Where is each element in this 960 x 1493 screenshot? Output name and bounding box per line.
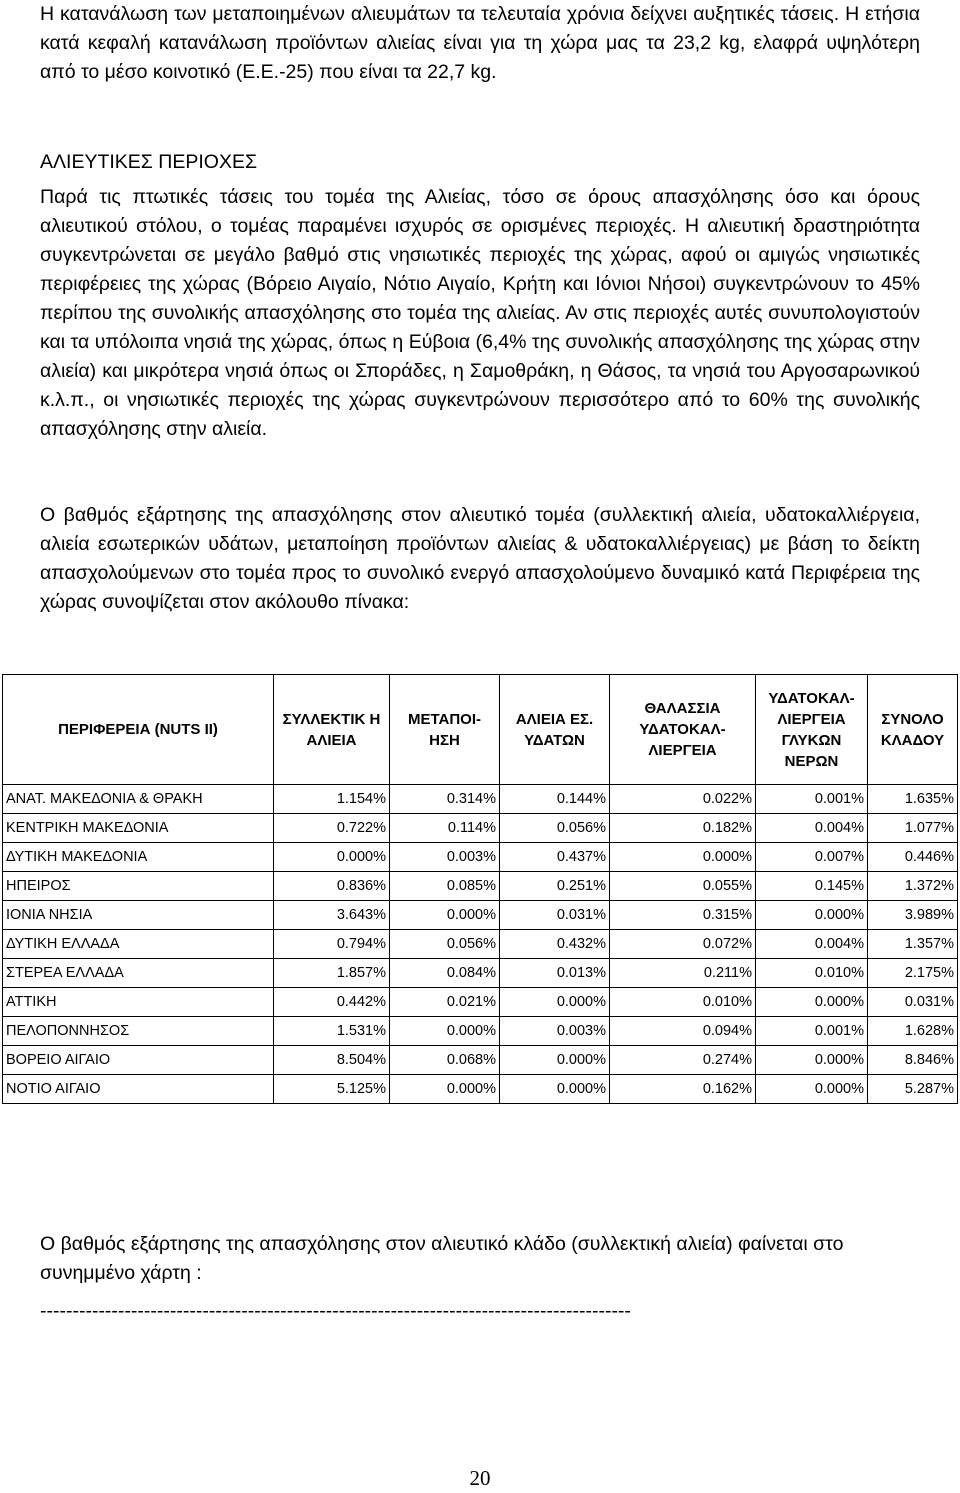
- value-cell: 0.162%: [610, 1075, 756, 1104]
- table-row: [3, 901, 958, 930]
- table-row: [3, 785, 958, 814]
- value-cell: 0.432%: [500, 930, 610, 959]
- value-cell: 0.000%: [274, 843, 390, 872]
- value-cell: 0.021%: [390, 988, 500, 1017]
- header-marine-aquaculture: ΘΑΛΑΣΣΙΑ ΥΔΑΤΟΚΑΛ- ΛΙΕΡΓΕΙΑ: [610, 675, 756, 785]
- value-cell: 0.031%: [868, 988, 958, 1017]
- value-cell: 3.643%: [274, 901, 390, 930]
- table-row: [3, 872, 958, 901]
- header-freshwater-aquaculture: ΥΔΑΤΟΚΑΛ- ΛΙΕΡΓΕΙΑ ΓΛΥΚΩΝ ΝΕΡΩΝ: [756, 675, 868, 785]
- value-cell: 0.274%: [610, 1046, 756, 1075]
- value-cell: 0.000%: [500, 1075, 610, 1104]
- value-cell: 0.144%: [500, 785, 610, 814]
- value-cell: 0.836%: [274, 872, 390, 901]
- table-row: [3, 1017, 958, 1046]
- region-cell: ΣΤΕΡΕΑ ΕΛΛΑΔΑ: [3, 959, 274, 988]
- header-capture-fishing: ΣΥΛΛΕΚΤΙΚ Η ΑΛΙΕΙΑ: [274, 675, 390, 785]
- employment-dependency-table: [2, 674, 958, 1104]
- map-intro-paragraph: Ο βαθμός εξάρτησης της απασχόλησης στον αλιευτικό κλάδο (συλλεκτική αλιεία) φαίνεται στο συνημμένο χάρτη :: [40, 1233, 844, 1284]
- value-cell: 0.000%: [610, 843, 756, 872]
- value-cell: 0.315%: [610, 901, 756, 930]
- section-heading: ΑΛΙΕΥΤΙΚΕΣ ΠΕΡΙΟΧΕΣ: [40, 151, 258, 173]
- region-cell: ΑΝΑΤ. ΜΑΚΕΔΟΝΙΑ & ΘΡΑΚΗ: [3, 785, 274, 814]
- value-cell: 0.056%: [500, 814, 610, 843]
- value-cell: 0.056%: [390, 930, 500, 959]
- value-cell: 0.442%: [274, 988, 390, 1017]
- value-cell: 0.000%: [756, 988, 868, 1017]
- value-cell: 0.000%: [756, 1075, 868, 1104]
- value-cell: 0.794%: [274, 930, 390, 959]
- value-cell: 0.010%: [610, 988, 756, 1017]
- value-cell: 5.125%: [274, 1075, 390, 1104]
- value-cell: 0.145%: [756, 872, 868, 901]
- region-cell: ΙΟΝΙΑ ΝΗΣΙΑ: [3, 901, 274, 930]
- value-cell: 2.175%: [868, 959, 958, 988]
- region-cell: ΔΥΤΙΚΗ ΜΑΚΕΔΟΝΙΑ: [3, 843, 274, 872]
- table-row: [3, 959, 958, 988]
- value-cell: 0.114%: [390, 814, 500, 843]
- value-cell: 0.001%: [756, 785, 868, 814]
- value-cell: 1.628%: [868, 1017, 958, 1046]
- region-cell: ΔΥΤΙΚΗ ΕΛΛΑΔΑ: [3, 930, 274, 959]
- value-cell: 0.094%: [610, 1017, 756, 1046]
- value-cell: 0.003%: [390, 843, 500, 872]
- header-inland-fishing: ΑΛΙΕΙΑ ΕΣ. ΥΔΑΤΩΝ: [500, 675, 610, 785]
- value-cell: 0.055%: [610, 872, 756, 901]
- value-cell: 1.635%: [868, 785, 958, 814]
- value-cell: 8.846%: [868, 1046, 958, 1075]
- region-cell: ΗΠΕΙΡΟΣ: [3, 872, 274, 901]
- value-cell: 1.077%: [868, 814, 958, 843]
- value-cell: 0.446%: [868, 843, 958, 872]
- value-cell: 0.251%: [500, 872, 610, 901]
- value-cell: 0.004%: [756, 814, 868, 843]
- header-processing: ΜΕΤΑΠΟΙ- ΗΣΗ: [390, 675, 500, 785]
- section-paragraph: Παρά τις πτωτικές τάσεις του τομέα της Αλιείας, τόσο σε όρους απασχόλησης όσο και όρους αλιευτικού στόλου, ο τομέας παραμένει ισχυρός σε ορισμένες περιοχές. Η αλιευτική δραστηριότητα συγκεντρώνεται σε μεγάλο βαθμό στις νησιωτικές περιοχές της χώρας, αφού οι αμιγώς νησιωτικές περιφέρειες της χώρας (Βόρειο Αιγαίο, Νότιο Αιγαίο, Κρήτη και Ιόνιοι Νήσοι) συγκεντρώνουν το 45% περίπου της συνολικής απασχόλησης στο τομέα της αλιείας. Αν στις περιοχές αυτές συνυπολογιστούν και τα υπόλοιπα νησιά της χώρας, όπως η Εύβοια (6,4% της συνολικής απασχόλησης της χώρας στην αλιεία) και μικρότερα νησιά όπως οι Σποράδες, η Σαμοθράκη, η Θάσος, τα νησιά του Αργοσαρωνικού κ.λ.π., οι νησιωτικές περιοχές της χώρας συγκεντρώνουν περισσότερο από το 60% της συνολικής απασχόλησης στην αλιεία.: [40, 186, 920, 440]
- region-cell: ΑΤΤΙΚΗ: [3, 988, 274, 1017]
- region-cell: ΠΕΛΟΠΟΝΝΗΣΟΣ: [3, 1017, 274, 1046]
- value-cell: 0.182%: [610, 814, 756, 843]
- value-cell: 0.031%: [500, 901, 610, 930]
- value-cell: 1.857%: [274, 959, 390, 988]
- value-cell: 0.010%: [756, 959, 868, 988]
- value-cell: 0.000%: [500, 988, 610, 1017]
- value-cell: 0.068%: [390, 1046, 500, 1075]
- value-cell: 0.000%: [390, 901, 500, 930]
- value-cell: 0.085%: [390, 872, 500, 901]
- value-cell: 0.084%: [390, 959, 500, 988]
- value-cell: 1.154%: [274, 785, 390, 814]
- page-number: 20: [469, 1466, 491, 1490]
- value-cell: 0.000%: [390, 1017, 500, 1046]
- value-cell: 0.004%: [756, 930, 868, 959]
- table-header-row: [3, 675, 958, 785]
- value-cell: 0.000%: [500, 1046, 610, 1075]
- value-cell: 0.000%: [756, 901, 868, 930]
- header-region: ΠΕΡΙΦΕΡΕΙΑ (NUTS II): [3, 675, 274, 785]
- value-cell: 1.357%: [868, 930, 958, 959]
- table-intro-paragraph: Ο βαθμός εξάρτησης της απασχόλησης στον αλιευτικό τομέα (συλλεκτική αλιεία, υδατοκαλλιέργεια, αλιεία εσωτερικών υδάτων, μεταποίηση προϊόντων αλιείας & υδατοκαλλιέργειας) με βάση το δείκτη απασχολούμενων στο τομέα προς το συνολικό ενεργό απασχολούμενο δυναμικό κατά Περιφέρεια της χώρας συνοψίζεται στον ακόλουθο πίνακα:: [40, 504, 920, 613]
- value-cell: 0.003%: [500, 1017, 610, 1046]
- dash-separator: -------------------------------------------------------------------------------------------: [40, 1300, 631, 1322]
- region-cell: ΚΕΝΤΡΙΚΗ ΜΑΚΕΔΟΝΙΑ: [3, 814, 274, 843]
- value-cell: 1.372%: [868, 872, 958, 901]
- value-cell: 5.287%: [868, 1075, 958, 1104]
- table-row: [3, 1075, 958, 1104]
- value-cell: 3.989%: [868, 901, 958, 930]
- region-cell: ΝΟΤΙΟ ΑΙΓΑΙΟ: [3, 1075, 274, 1104]
- value-cell: 0.072%: [610, 930, 756, 959]
- value-cell: 0.000%: [390, 1075, 500, 1104]
- value-cell: 0.437%: [500, 843, 610, 872]
- value-cell: 0.211%: [610, 959, 756, 988]
- value-cell: 0.314%: [390, 785, 500, 814]
- value-cell: 0.001%: [756, 1017, 868, 1046]
- table-row: [3, 843, 958, 872]
- table-row: [3, 814, 958, 843]
- header-sector-total: ΣΥΝΟΛΟ ΚΛΑΔΟΥ: [868, 675, 958, 785]
- table-row: [3, 1046, 958, 1075]
- value-cell: 8.504%: [274, 1046, 390, 1075]
- value-cell: 1.531%: [274, 1017, 390, 1046]
- table-row: [3, 930, 958, 959]
- table-row: [3, 988, 958, 1017]
- intro-paragraph: Η κατανάλωση των μεταποιημένων αλιευμάτων τα τελευταία χρόνια δείχνει αυξητικές τάσεις. Η ετήσια κατά κεφαλή κατανάλωση προϊόντων αλιείας είναι για τη χώρα μας τα 23,2 kg, ελαφρά υψηλότερη από το μέσο κοινοτικό (Ε.Ε.-25) που είναι τα 22,7 kg.: [40, 3, 920, 83]
- value-cell: 0.022%: [610, 785, 756, 814]
- value-cell: 0.007%: [756, 843, 868, 872]
- value-cell: 0.013%: [500, 959, 610, 988]
- region-cell: ΒΟΡΕΙΟ ΑΙΓΑΙΟ: [3, 1046, 274, 1075]
- value-cell: 0.000%: [756, 1046, 868, 1075]
- value-cell: 0.722%: [274, 814, 390, 843]
